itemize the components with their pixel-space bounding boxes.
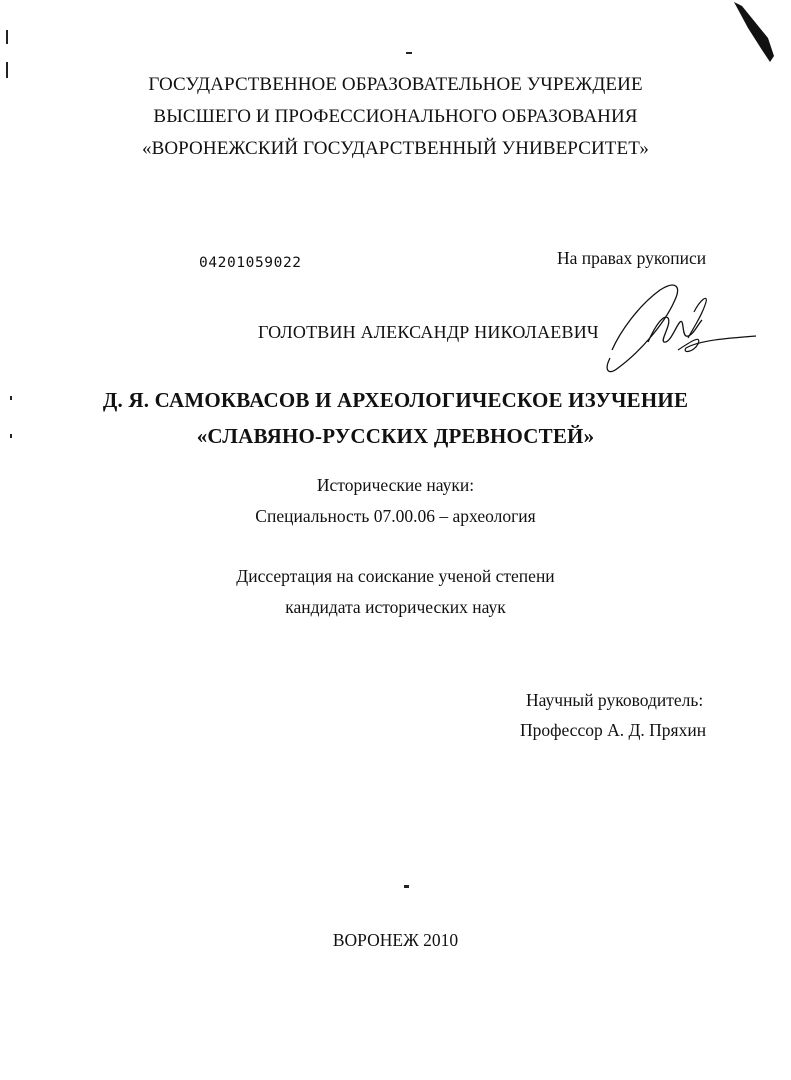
- registry-number: 04201059022: [199, 255, 302, 271]
- manuscript-rights-note: На правах рукописи: [557, 248, 707, 268]
- scan-corner-mark: [728, 0, 780, 70]
- institution-line-1: ГОСУДАРСТВЕННОЕ ОБРАЗОВАТЕЛЬНОЕ УЧРЕЖДЕИЕ: [148, 74, 643, 95]
- institution-line-3: «ВОРОНЕЖСКИЙ ГОСУДАРСТВЕННЫЙ УНИВЕРСИТЕТ»: [141, 138, 650, 159]
- degree-line-1: Диссертация на соискание ученой степени: [236, 566, 555, 586]
- scan-speck: [406, 52, 412, 54]
- degree-line-2: кандидата исторических наук: [285, 597, 506, 617]
- scan-speck: [6, 30, 8, 44]
- author-signature: [590, 272, 760, 382]
- thesis-title-line-1: Д. Я. САМОКВАСОВ И АРХЕОЛОГИЧЕСКОЕ ИЗУЧЕНИЕ: [102, 388, 689, 412]
- science-field: Исторические науки:: [316, 475, 475, 495]
- specialty: Специальность 07.00.06 – археология: [255, 506, 536, 526]
- supervisor-label: Научный руководитель:: [526, 690, 704, 710]
- city-year: ВОРОНЕЖ 2010: [332, 930, 459, 950]
- author-name: ГОЛОТВИН АЛЕКСАНДР НИКОЛАЕВИЧ: [258, 322, 599, 342]
- thesis-title-line-2: «СЛАВЯНО-РУССКИХ ДРЕВНОСТЕЙ»: [196, 424, 595, 448]
- institution-line-2: ВЫСШЕГО И ПРОФЕССИОНАЛЬНОГО ОБРАЗОВАНИЯ: [153, 106, 638, 127]
- scan-speck: [404, 885, 409, 888]
- supervisor-name: Профессор А. Д. Пряхин: [520, 720, 707, 740]
